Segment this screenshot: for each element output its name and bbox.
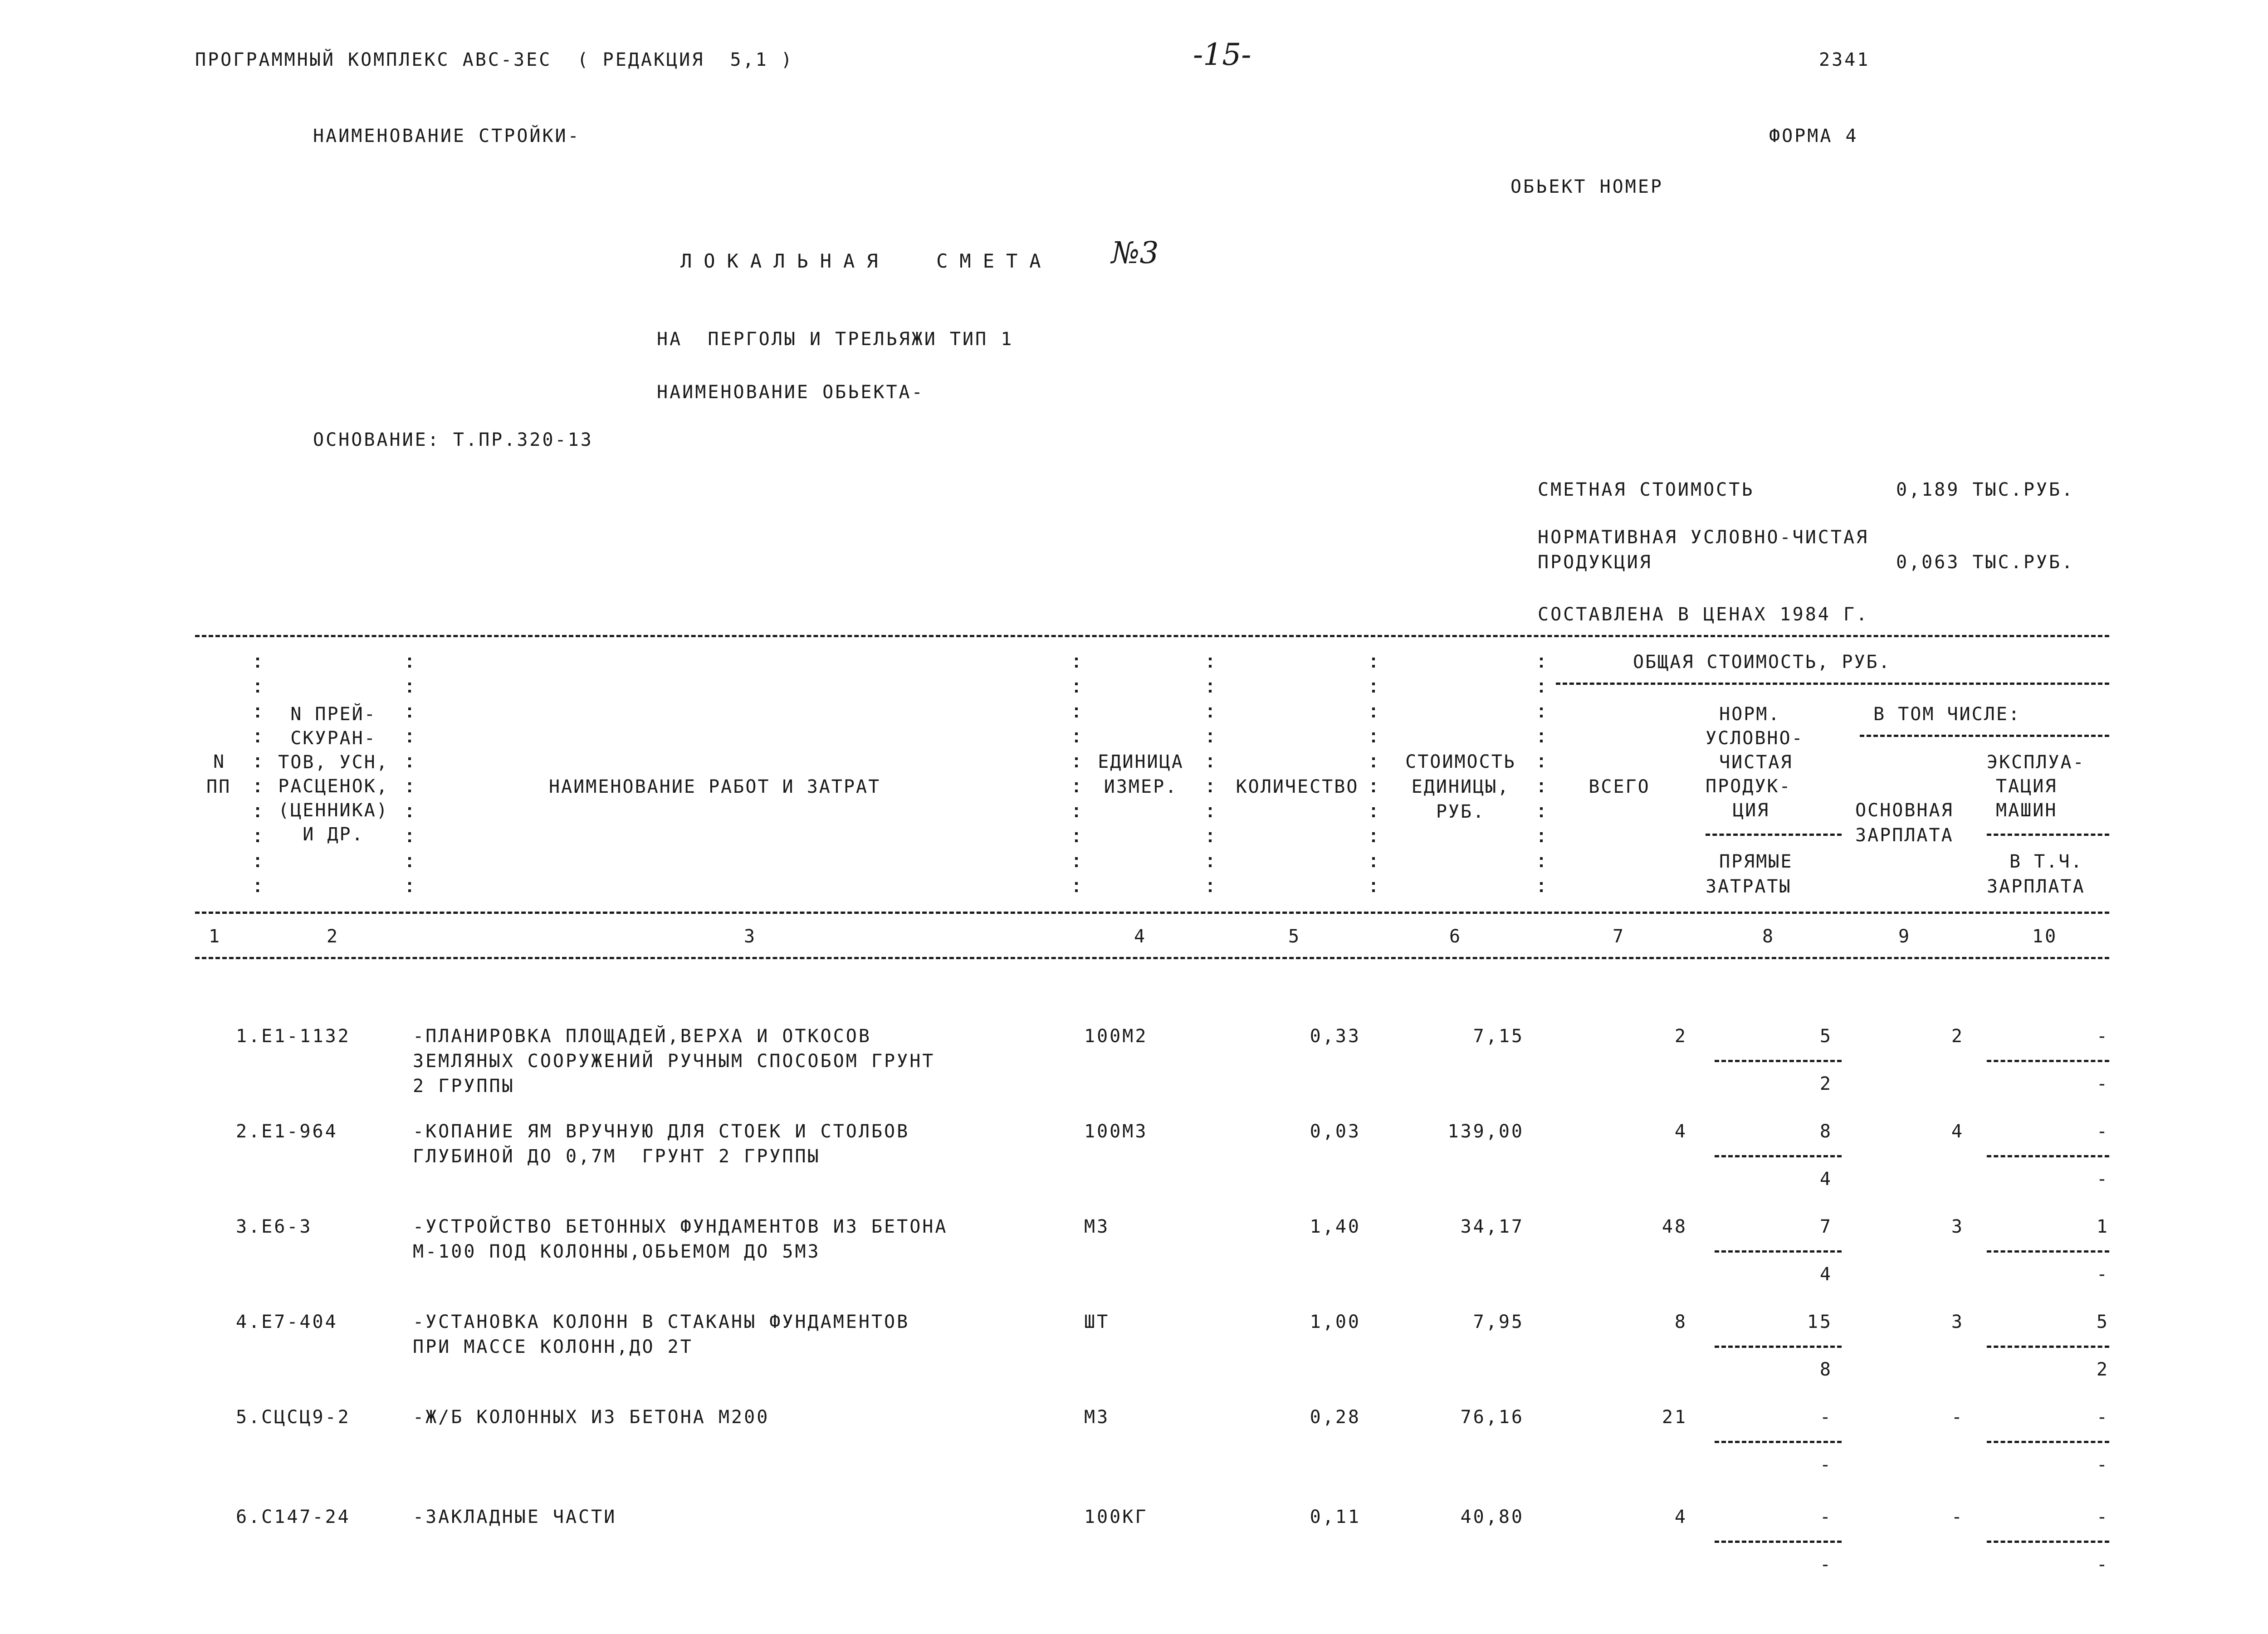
row-base-wage: 3 (1951, 1216, 1964, 1237)
col7-label: ВСЕГО (1589, 776, 1650, 797)
separator-dot (1372, 740, 1375, 742)
separator-dot (408, 882, 411, 885)
row-machine-wage: 2 (2096, 1359, 2109, 1380)
separator-dot (256, 882, 259, 885)
separator-dot (1075, 665, 1078, 668)
row-machine-operation: 1 (2096, 1216, 2109, 1237)
row-unit: 100М2 (1084, 1026, 1148, 1047)
estimate-cost-label: СМЕТНАЯ СТОИМОСТЬ (1538, 479, 1755, 500)
separator-dot (1209, 889, 1212, 892)
row-total: 4 (1674, 1507, 1687, 1527)
row-name-line: -ЗАКЛАДНЫЕ ЧАСТИ (413, 1507, 617, 1527)
separator-dot (1540, 882, 1543, 885)
row-unit: М3 (1084, 1407, 1110, 1428)
row-total: 4 (1674, 1121, 1687, 1142)
row-machine-operation: 5 (2096, 1312, 2109, 1332)
row-total: 48 (1662, 1216, 1687, 1237)
row-total: 2 (1674, 1026, 1687, 1047)
basis: ОСНОВАНИЕ: Т.ПР.320-13 (313, 429, 593, 450)
col2-label-5: (ЦЕННИКА) (278, 800, 389, 821)
separator-dot (1075, 740, 1078, 742)
row-norm-rule (1715, 1346, 1842, 1348)
construction-name: НАИМЕНОВАНИЕ СТРОЙКИ- (313, 126, 581, 146)
row-direct-costs: 8 (1819, 1359, 1833, 1380)
row-name-line: ГЛУБИНОЙ ДО 0,7М ГРУНТ 2 ГРУППЫ (413, 1146, 821, 1167)
separator-dot (1372, 857, 1375, 860)
separator-dot (1540, 790, 1543, 792)
col5-label: КОЛИЧЕСТВО (1236, 776, 1359, 797)
row-norm-production: 5 (1819, 1026, 1833, 1047)
col4-label-1: ЕДИНИЦА (1098, 751, 1184, 772)
separator-dot (408, 757, 411, 760)
separator-dot (1540, 839, 1543, 842)
row-name-line: -УСТРОЙСТВО БЕТОННЫХ ФУНДАМЕНТОВ ИЗ БЕТОНА (413, 1216, 948, 1237)
separator-dot (1075, 732, 1078, 735)
separator-dot (1209, 832, 1212, 835)
estimate-cost-value: 0,189 ТЫС.РУБ. (1896, 479, 2075, 500)
row-direct-costs: 2 (1819, 1073, 1833, 1094)
row-machine-wage: - (2096, 1073, 2109, 1094)
separator-dot (1372, 658, 1375, 660)
col8-label-7: ЗАТРАТЫ (1706, 876, 1792, 897)
row-name-line: ЗЕМЛЯНЫХ СООРУЖЕНИЙ РУЧНЫМ СПОСОБОМ ГРУНТ (413, 1051, 935, 1072)
row-norm-rule (1715, 1441, 1842, 1443)
row-base-wage: 2 (1951, 1026, 1964, 1047)
row-norm-rule (1715, 1060, 1842, 1062)
total-cost-label: ОБЩАЯ СТОИМОСТЬ, РУБ. (1633, 652, 1891, 673)
row-unit: М3 (1084, 1216, 1110, 1237)
separator-dot (1209, 757, 1212, 760)
row-machine-operation: - (2096, 1121, 2109, 1142)
separator-dot (408, 782, 411, 785)
row-norm-rule (1715, 1155, 1842, 1157)
separator-dot (1209, 815, 1212, 817)
row-machine-operation: - (2096, 1407, 2109, 1428)
col8-label-1: НОРМ. (1719, 704, 1781, 725)
separator-dot (1540, 765, 1543, 767)
separator-dot (1372, 882, 1375, 885)
row-direct-costs: 4 (1819, 1169, 1833, 1190)
row-code: 6.С147-24 (236, 1507, 351, 1527)
row-total: 8 (1674, 1312, 1687, 1332)
separator-dot (256, 690, 259, 693)
col2-label-2: СКУРАН- (290, 728, 376, 749)
separator-dot (1209, 715, 1212, 717)
object-number: ОБЬЕКТ НОМЕР (1510, 176, 1663, 197)
row-unit-price: 7,95 (1473, 1312, 1524, 1332)
col-num-4: 4 (1134, 926, 1147, 947)
row-code: 1.Е1-1132 (236, 1026, 351, 1047)
separator-dot (1540, 815, 1543, 817)
row-name-line: 2 ГРУППЫ (413, 1076, 515, 1097)
row-code: 5.СЦСЦ9-2 (236, 1407, 351, 1428)
row-name-line: М-100 ПОД КОЛОННЫ,ОБЬЕМОМ ДО 5М3 (413, 1241, 821, 1262)
col2-label-6: И ДР. (303, 824, 364, 845)
row-quantity: 0,03 (1310, 1121, 1361, 1142)
separator-dot (256, 665, 259, 668)
row-unit-price: 76,16 (1460, 1407, 1524, 1428)
document-title: ЛОКАЛЬНАЯ СМЕТА (680, 250, 1053, 272)
separator-dot (408, 790, 411, 792)
separator-dot (1209, 839, 1212, 842)
col10-label-4: В Т.Ч. (2009, 851, 2083, 872)
row-unit-price: 139,00 (1447, 1121, 1524, 1142)
col8-label-5: ЦИЯ (1733, 800, 1770, 821)
separator-dot (408, 857, 411, 860)
separator-dot (1209, 807, 1212, 810)
separator-dot (408, 715, 411, 717)
row-machine-rule (1987, 1250, 2109, 1253)
separator-dot (408, 832, 411, 835)
separator-dot (1209, 732, 1212, 735)
col1-label-1: N (213, 751, 226, 772)
separator-dot (1075, 815, 1078, 817)
col-num-6: 6 (1449, 926, 1462, 947)
separator-dot (1372, 683, 1375, 685)
separator-dot (1540, 864, 1543, 867)
total-cost-rule (1556, 683, 2109, 685)
col-num-1: 1 (209, 926, 222, 947)
col3-label: НАИМЕНОВАНИЕ РАБОТ И ЗАТРАТ (549, 776, 881, 797)
separator-dot (1209, 707, 1212, 710)
separator-dot (1209, 665, 1212, 668)
separator-dot (256, 889, 259, 892)
col9-label-1: ОСНОВНАЯ (1855, 800, 1954, 821)
row-machine-wage: - (2096, 1169, 2109, 1190)
row-norm-production: - (1819, 1507, 1833, 1527)
col10-label-5: ЗАРПЛАТА (1987, 876, 2085, 897)
col2-label-4: РАСЦЕНОК, (278, 776, 389, 797)
form-label: ФОРМА 4 (1769, 126, 1858, 146)
row-unit: ШТ (1084, 1312, 1110, 1332)
separator-dot (1075, 683, 1078, 685)
separator-dot (1075, 707, 1078, 710)
separator-dot (1209, 882, 1212, 885)
separator-dot (408, 732, 411, 735)
separator-dot (1540, 740, 1543, 742)
object-name: НАИМЕНОВАНИЕ ОБЬЕКТА- (657, 382, 924, 403)
row-norm-production: - (1819, 1407, 1833, 1428)
col10-label-3: МАШИН (1996, 800, 2058, 821)
separator-dot (1075, 857, 1078, 860)
separator-dot (408, 839, 411, 842)
col-num-10: 10 (2032, 926, 2058, 947)
separator-dot (408, 889, 411, 892)
row-base-wage: - (1951, 1507, 1964, 1527)
separator-dot (1075, 864, 1078, 867)
separator-dot (408, 864, 411, 867)
row-norm-production: 8 (1819, 1121, 1833, 1142)
separator-dot (408, 765, 411, 767)
document-number: 2341 (1819, 49, 1870, 70)
row-base-wage: - (1951, 1407, 1964, 1428)
row-total: 21 (1662, 1407, 1687, 1428)
col-num-9: 9 (1898, 926, 1911, 947)
separator-dot (1540, 807, 1543, 810)
numbers-bottom-rule (195, 957, 2109, 959)
separator-dot (1372, 757, 1375, 760)
separator-dot (1209, 857, 1212, 860)
row-quantity: 0,33 (1310, 1026, 1361, 1047)
row-quantity: 0,11 (1310, 1507, 1361, 1527)
row-machine-rule (1987, 1346, 2109, 1348)
row-unit-price: 34,17 (1460, 1216, 1524, 1237)
row-machine-operation: - (2096, 1026, 2109, 1047)
separator-dot (1372, 832, 1375, 835)
separator-dot (1372, 665, 1375, 668)
row-norm-production: 15 (1807, 1312, 1833, 1332)
col2-label-1: N ПРЕЙ- (290, 704, 376, 725)
row-name-line: -ПЛАНИРОВКА ПЛОЩАДЕЙ,ВЕРХА И ОТКОСОВ (413, 1026, 871, 1047)
row-quantity: 0,28 (1310, 1407, 1361, 1428)
row-machine-rule (1987, 1155, 2109, 1157)
separator-dot (408, 690, 411, 693)
col-num-8: 8 (1762, 926, 1775, 947)
row-direct-costs: 4 (1819, 1264, 1833, 1285)
row-code: 2.Е1-964 (236, 1121, 338, 1142)
row-quantity: 1,40 (1310, 1216, 1361, 1237)
separator-dot (1075, 889, 1078, 892)
col-num-5: 5 (1288, 926, 1301, 947)
including-label: В ТОМ ЧИСЛЕ: (1873, 704, 2021, 725)
separator-dot (1540, 658, 1543, 660)
estimate-subject: НА ПЕРГОЛЫ И ТРЕЛЬЯЖИ ТИП 1 (657, 329, 1014, 350)
document-title-number: №3 (1111, 235, 1159, 270)
row-unit-price: 40,80 (1460, 1507, 1524, 1527)
separator-dot (1372, 815, 1375, 817)
col8-label-2: УСЛОВНО- (1706, 728, 1804, 749)
separator-dot (1209, 683, 1212, 685)
row-direct-costs: - (1819, 1454, 1833, 1475)
separator-dot (1372, 690, 1375, 693)
separator-dot (1540, 732, 1543, 735)
separator-dot (1075, 715, 1078, 717)
separator-dot (1209, 864, 1212, 867)
price-level: СОСТАВЛЕНА В ЦЕНАХ 1984 Г. (1538, 604, 1869, 625)
separator-dot (1372, 839, 1375, 842)
separator-dot (256, 857, 259, 860)
separator-dot (1209, 740, 1212, 742)
col10-label-1: ЭКСПЛУА- (1987, 752, 2085, 773)
separator-dot (408, 807, 411, 810)
separator-dot (1540, 782, 1543, 785)
row-unit-price: 7,15 (1473, 1026, 1524, 1047)
col8-label-6: ПРЯМЫЕ (1719, 851, 1793, 872)
separator-dot (1372, 889, 1375, 892)
row-norm-rule (1715, 1250, 1842, 1253)
col8-label-4: ПРОДУК- (1706, 776, 1792, 797)
row-unit: 100КГ (1084, 1507, 1148, 1527)
row-base-wage: 3 (1951, 1312, 1964, 1332)
separator-dot (1540, 715, 1543, 717)
separator-dot (1209, 782, 1212, 785)
row-base-wage: 4 (1951, 1121, 1964, 1142)
separator-dot (408, 665, 411, 668)
separator-dot (256, 864, 259, 867)
separator-dot (408, 658, 411, 660)
row-machine-wage: - (2096, 1454, 2109, 1475)
row-name-line: -Ж/Б КОЛОННЫХ ИЗ БЕТОНА М200 (413, 1407, 770, 1428)
col8-rule (1706, 834, 1842, 836)
separator-dot (1372, 864, 1375, 867)
separator-dot (256, 658, 259, 660)
separator-dot (1075, 832, 1078, 835)
row-machine-wage: - (2096, 1554, 2109, 1575)
row-unit: 100М3 (1084, 1121, 1148, 1142)
including-rule (1860, 735, 2109, 737)
row-quantity: 1,00 (1310, 1312, 1361, 1332)
separator-dot (1540, 683, 1543, 685)
row-machine-wage: - (2096, 1264, 2109, 1285)
separator-dot (1540, 707, 1543, 710)
row-norm-production: 7 (1819, 1216, 1833, 1237)
page-number: -15- (1193, 37, 1251, 72)
normative-label-1: НОРМАТИВНАЯ УСЛОВНО-ЧИСТАЯ (1538, 527, 1869, 548)
separator-dot (1540, 757, 1543, 760)
row-direct-costs: - (1819, 1554, 1833, 1575)
row-machine-operation: - (2096, 1507, 2109, 1527)
normative-label-2: ПРОДУКЦИЯ (1538, 552, 1652, 573)
col-num-2: 2 (327, 926, 340, 947)
normative-value: 0,063 ТЫС.РУБ. (1896, 552, 2075, 573)
row-machine-rule (1987, 1541, 2109, 1543)
row-machine-rule (1987, 1060, 2109, 1062)
row-code: 3.Е6-3 (236, 1216, 313, 1237)
separator-dot (1209, 790, 1212, 792)
separator-dot (1372, 765, 1375, 767)
separator-dot (1209, 765, 1212, 767)
col2-label-3: ТОВ, УСН, (278, 752, 389, 773)
separator-dot (1372, 715, 1375, 717)
col8-label-3: ЧИСТАЯ (1719, 752, 1793, 773)
separator-dot (1540, 690, 1543, 693)
row-code: 4.Е7-404 (236, 1312, 338, 1332)
separator-dot (1075, 882, 1078, 885)
table-top-rule (195, 635, 2109, 637)
separator-dot (1075, 807, 1078, 810)
header-bottom-rule (195, 912, 2109, 914)
separator-dot (1209, 690, 1212, 693)
row-name-line: -КОПАНИЕ ЯМ ВРУЧНУЮ ДЛЯ СТОЕК И СТОЛБОВ (413, 1121, 910, 1142)
separator-dot (1372, 732, 1375, 735)
program-line: ПРОГРАММНЫЙ КОМПЛЕКС АВС-ЗЕС ( РЕДАКЦИЯ 5,1 ) (195, 49, 794, 70)
row-norm-rule (1715, 1541, 1842, 1543)
separator-dot (408, 740, 411, 742)
separator-dot (408, 815, 411, 817)
separator-dot (256, 683, 259, 685)
separator-dot (1075, 658, 1078, 660)
col6-label-3: РУБ. (1436, 801, 1486, 822)
col1-label-2: ПП (206, 776, 231, 797)
separator-dot (1372, 707, 1375, 710)
row-name-line: ПРИ МАССЕ КОЛОНН,ДО 2Т (413, 1336, 693, 1357)
separator-dot (1075, 690, 1078, 693)
separator-dot (1540, 832, 1543, 835)
col-num-7: 7 (1613, 926, 1626, 947)
row-machine-rule (1987, 1441, 2109, 1443)
separator-dot (1209, 658, 1212, 660)
separator-dot (1540, 857, 1543, 860)
col-num-3: 3 (744, 926, 757, 947)
row-name-line: -УСТАНОВКА КОЛОНН В СТАКАНЫ ФУНДАМЕНТОВ (413, 1312, 910, 1332)
col6-label-2: ЕДИНИЦЫ, (1411, 776, 1510, 797)
separator-dot (408, 683, 411, 685)
separator-dot (1372, 807, 1375, 810)
col4-label-2: ИЗМЕР. (1104, 776, 1178, 797)
separator-dot (1075, 839, 1078, 842)
col10-label-2: ТАЦИЯ (1996, 776, 2058, 797)
col6-label-1: СТОИМОСТЬ (1405, 751, 1516, 772)
separator-dot (1540, 889, 1543, 892)
separator-dot (1540, 665, 1543, 668)
separator-dot (408, 707, 411, 710)
col9-label-2: ЗАРПЛАТА (1855, 825, 1954, 846)
col10-rule (1987, 834, 2109, 836)
